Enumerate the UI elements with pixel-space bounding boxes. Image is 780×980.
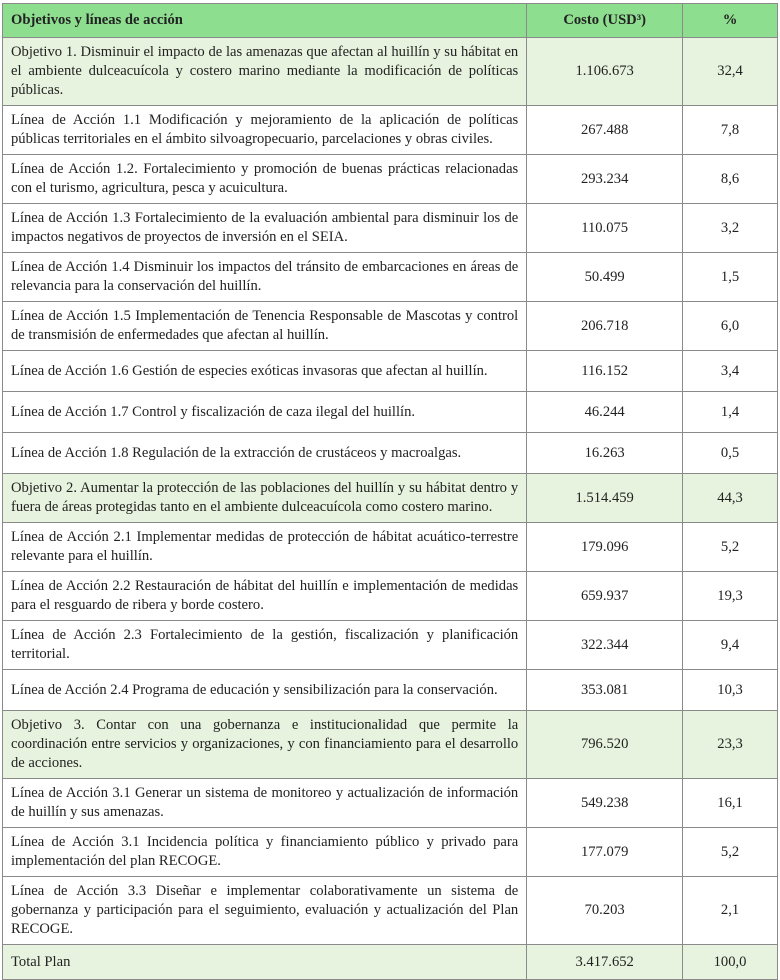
- row-cost: 659.937: [527, 572, 683, 621]
- action-line-row: [3, 670, 778, 711]
- row-description: Línea de Acción 3.1 Incidencia política y financiamiento público y privado para implementación del plan RECOGE.: [3, 828, 527, 877]
- row-percent: 7,8: [683, 106, 778, 155]
- objective-row: [3, 38, 778, 106]
- objective-row: [3, 711, 778, 779]
- row-cost: 796.520: [527, 711, 683, 779]
- row-cost: 16.263: [527, 433, 683, 474]
- row-description: Objetivo 2. Aumentar la protección de las poblaciones del huillín y su hábitat dentro y fuera de áreas protegidas tanto en el ambiente dulceacuícola como costero marino.: [3, 474, 527, 523]
- row-percent: 23,3: [683, 711, 778, 779]
- action-line-row: [3, 779, 778, 828]
- row-percent: 3,4: [683, 351, 778, 392]
- row-percent: 44,3: [683, 474, 778, 523]
- row-cost: 322.344: [527, 621, 683, 670]
- row-cost: 46.244: [527, 392, 683, 433]
- row-cost: 1.106.673: [527, 38, 683, 106]
- row-description: Línea de Acción 1.5 Implementación de Tenencia Responsable de Mascotas y control de transmisión de enfermedades que afectan al huillín.: [3, 302, 527, 351]
- action-line-row: [3, 433, 778, 474]
- row-cost: 116.152: [527, 351, 683, 392]
- row-cost: 206.718: [527, 302, 683, 351]
- action-line-row: [3, 351, 778, 392]
- row-cost: 1.514.459: [527, 474, 683, 523]
- row-percent: 1,4: [683, 392, 778, 433]
- row-cost: 549.238: [527, 779, 683, 828]
- row-percent: 1,5: [683, 253, 778, 302]
- row-percent: 5,2: [683, 523, 778, 572]
- row-description: Línea de Acción 1.7 Control y fiscalización de caza ilegal del huillín.: [3, 392, 527, 433]
- row-description: Línea de Acción 1.8 Regulación de la extracción de crustáceos y macroalgas.: [3, 433, 527, 474]
- row-percent: 2,1: [683, 877, 778, 945]
- row-cost: 267.488: [527, 106, 683, 155]
- action-line-row: [3, 155, 778, 204]
- action-line-row: [3, 106, 778, 155]
- total-cost: 3.417.652: [527, 945, 683, 980]
- header-objectives: Objetivos y líneas de acción: [3, 4, 527, 38]
- row-percent: 0,5: [683, 433, 778, 474]
- table-header: [3, 4, 778, 38]
- action-plan-cost-table: [2, 3, 778, 980]
- action-line-row: [3, 302, 778, 351]
- action-line-row: [3, 523, 778, 572]
- row-percent: 5,2: [683, 828, 778, 877]
- action-line-row: [3, 877, 778, 945]
- row-percent: 9,4: [683, 621, 778, 670]
- row-percent: 8,6: [683, 155, 778, 204]
- action-line-row: [3, 253, 778, 302]
- row-cost: 50.499: [527, 253, 683, 302]
- row-cost: 353.081: [527, 670, 683, 711]
- action-line-row: [3, 621, 778, 670]
- row-cost: 70.203: [527, 877, 683, 945]
- header-cost: Costo (USD³): [527, 4, 683, 38]
- row-cost: 179.096: [527, 523, 683, 572]
- row-description: Línea de Acción 1.1 Modificación y mejoramiento de la aplicación de políticas públicas territoriales en el ámbito silvoagropecuario, parcelaciones y obras civiles.: [3, 106, 527, 155]
- row-percent: 6,0: [683, 302, 778, 351]
- row-description: Línea de Acción 2.4 Programa de educación y sensibilización para la conservación.: [3, 670, 527, 711]
- row-percent: 32,4: [683, 38, 778, 106]
- row-description: Línea de Acción 2.3 Fortalecimiento de la gestión, fiscalización y planificación territorial.: [3, 621, 527, 670]
- row-description: Línea de Acción 1.4 Disminuir los impactos del tránsito de embarcaciones en áreas de relevancia para la conservación del huillín.: [3, 253, 527, 302]
- row-description: Línea de Acción 2.1 Implementar medidas de protección de hábitat acuático-terrestre relevante para el huillín.: [3, 523, 527, 572]
- row-description: Línea de Acción 2.2 Restauración de hábitat del huillín e implementación de medidas para el resguardo de ribera y borde costero.: [3, 572, 527, 621]
- total-row: [3, 945, 778, 980]
- action-line-row: [3, 204, 778, 253]
- total-percent: 100,0: [683, 945, 778, 980]
- row-description: Línea de Acción 1.2. Fortalecimiento y promoción de buenas prácticas relacionadas con el turismo, agricultura, pesca y acuicultura.: [3, 155, 527, 204]
- row-description: Objetivo 1. Disminuir el impacto de las amenazas que afectan al huillín y su hábitat en el ambiente dulceacuícola y costero marino mediante la modificación de políticas públicas.: [3, 38, 527, 106]
- objective-row: [3, 474, 778, 523]
- row-percent: 3,2: [683, 204, 778, 253]
- action-line-row: [3, 828, 778, 877]
- row-description: Línea de Acción 1.3 Fortalecimiento de la evaluación ambiental para disminuir los de impactos negativos de proyectos de inversión en el SEIA.: [3, 204, 527, 253]
- row-description: Línea de Acción 1.6 Gestión de especies exóticas invasoras que afectan al huillín.: [3, 351, 527, 392]
- row-description: Línea de Acción 3.3 Diseñar e implementar colaborativamente un sistema de gobernanza y participación para el seguimiento, evaluación y actualización del Plan RECOGE.: [3, 877, 527, 945]
- row-percent: 10,3: [683, 670, 778, 711]
- row-description: Objetivo 3. Contar con una gobernanza e institucionalidad que permite la coordinación entre servicios y organizaciones, y con financiamiento para el desarrollo de acciones.: [3, 711, 527, 779]
- row-description: Línea de Acción 3.1 Generar un sistema de monitoreo y actualización de información de huillín y sus amenazas.: [3, 779, 527, 828]
- action-line-row: [3, 392, 778, 433]
- header-percent: %: [683, 4, 778, 38]
- action-line-row: [3, 572, 778, 621]
- row-cost: 177.079: [527, 828, 683, 877]
- row-cost: 110.075: [527, 204, 683, 253]
- row-percent: 19,3: [683, 572, 778, 621]
- row-cost: 293.234: [527, 155, 683, 204]
- row-percent: 16,1: [683, 779, 778, 828]
- total-label: Total Plan: [3, 945, 527, 980]
